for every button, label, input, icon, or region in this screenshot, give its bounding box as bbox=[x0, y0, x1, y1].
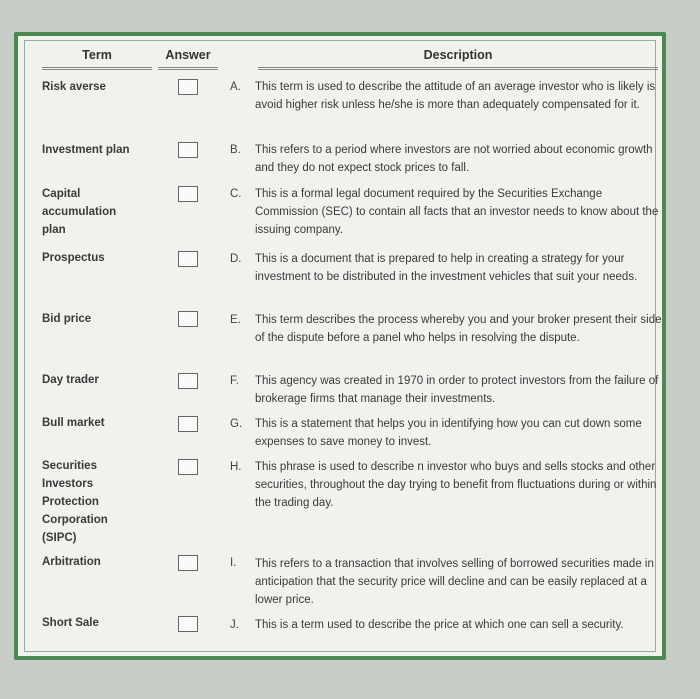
description-letter: F. bbox=[230, 375, 239, 387]
term-short-sale: Short Sale bbox=[42, 617, 99, 629]
header-term: Term bbox=[42, 48, 152, 70]
description-text: This term describes the process whereby you and your broker present their side of the dispute before a panel who helps in resolving the dispute. bbox=[255, 314, 662, 344]
term-bid-price: Bid price bbox=[42, 313, 92, 325]
description-text: This refers to a transaction that involves selling of borrowed securities made in anticipation that the security price will decline and can be easily replaced at a lower price. bbox=[255, 558, 654, 606]
description-text: This is a formal legal document required by the Securities Exchange Commission (SEC) to contain all facts that an investor needs to know about the issuing company. bbox=[255, 188, 659, 236]
description-letter: G. bbox=[230, 418, 243, 430]
description-letter: A. bbox=[230, 81, 241, 93]
answer-box-risk-averse[interactable] bbox=[178, 79, 198, 95]
term-risk-averse: Risk averse bbox=[42, 81, 106, 93]
header-description: Description bbox=[258, 48, 658, 70]
answer-box-short-sale[interactable] bbox=[178, 616, 198, 632]
description-text: This agency was created in 1970 in order to protect investors from the failure of brokerage firms that manage their investments. bbox=[255, 375, 659, 405]
description-letter: E. bbox=[230, 314, 241, 326]
description-letter: I. bbox=[230, 557, 237, 569]
answer-box-capital-accumulation-plan[interactable] bbox=[178, 186, 198, 202]
description-letter: C. bbox=[230, 188, 242, 200]
answer-box-bull-market[interactable] bbox=[178, 416, 198, 432]
term-sipc: Securities Investors Protection Corporation (SIPC) bbox=[42, 460, 108, 544]
answer-box-bid-price[interactable] bbox=[178, 311, 198, 327]
matching-worksheet bbox=[14, 32, 666, 660]
answer-box-sipc[interactable] bbox=[178, 459, 198, 475]
description-text: This phrase is used to describe n investor who buys and sells stocks and other securities, throughout the day trying to benefit from fluctuations during or within the trading day. bbox=[255, 461, 657, 509]
description-text: This is a document that is prepared to help in creating a strategy for your investment to be distributed in the investment vehicles that suit your needs. bbox=[255, 253, 638, 283]
term-prospectus: Prospectus bbox=[42, 252, 105, 264]
description-letter: D. bbox=[230, 253, 242, 265]
description-letter: J. bbox=[230, 619, 239, 631]
description-text: This is a term used to describe the price at which one can sell a security. bbox=[255, 619, 624, 631]
answer-box-prospectus[interactable] bbox=[178, 251, 198, 267]
answer-box-investment-plan[interactable] bbox=[178, 142, 198, 158]
answer-box-day-trader[interactable] bbox=[178, 373, 198, 389]
description-letter: H. bbox=[230, 461, 242, 473]
header-answer: Answer bbox=[158, 48, 218, 70]
term-capital-accumulation-plan: Capital accumulation plan bbox=[42, 188, 117, 236]
term-arbitration: Arbitration bbox=[42, 556, 101, 568]
answer-box-arbitration[interactable] bbox=[178, 555, 198, 571]
description-text: This is a statement that helps you in identifying how you can cut down some expenses to save money to invest. bbox=[255, 418, 642, 448]
description-letter: B. bbox=[230, 144, 241, 156]
term-bull-market: Bull market bbox=[42, 417, 105, 429]
description-text: This refers to a period where investors are not worried about economic growth and they do not expect stock prices to fall. bbox=[255, 144, 653, 174]
description-text: This term is used to describe the attitude of an average investor who is likely is avoid higher risk unless he/she is more than adequately compensated for it. bbox=[255, 81, 656, 111]
term-day-trader: Day trader bbox=[42, 374, 99, 386]
term-investment-plan: Investment plan bbox=[42, 144, 130, 156]
